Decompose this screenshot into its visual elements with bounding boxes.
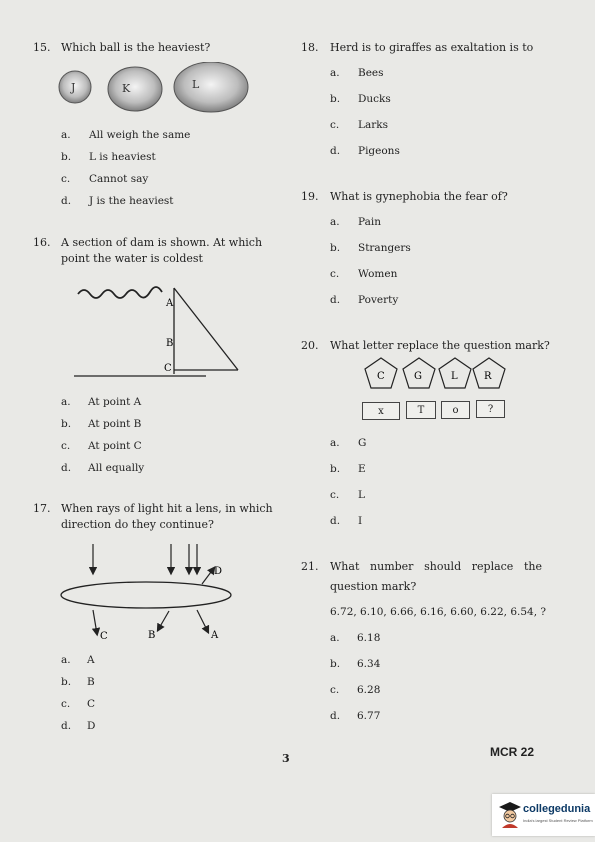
q15-balls-figure (55, 62, 255, 122)
outgoing-ray-d (202, 568, 214, 584)
dam-point-c: C (164, 363, 172, 374)
q17-option-d-text: D (87, 720, 96, 732)
question-19-text: What is gynephobia the fear of? (330, 190, 508, 203)
q18-option-a-letter: a. (330, 67, 340, 79)
q18-option-b-text: Ducks (358, 93, 391, 105)
q15-option-b-text: L is heaviest (89, 151, 156, 163)
pentagon-letter-3: L (451, 371, 458, 382)
q17-option-b-letter: b. (61, 676, 72, 688)
q18-option-a-text: Bees (358, 67, 384, 79)
question-20-text: What letter replace the question mark? (330, 339, 550, 352)
q15-option-c-text: Cannot say (89, 173, 149, 185)
q18-option-d-text: Pigeons (358, 145, 400, 157)
question-17-line2: direction do they continue? (61, 518, 214, 531)
q16-option-b-text: At point B (88, 418, 142, 430)
q19-option-d-text: Poverty (358, 294, 399, 306)
question-21-number: 21. (301, 560, 319, 573)
ray-label-a: A (211, 630, 219, 641)
q17-option-d-letter: d. (61, 720, 72, 732)
q21-word-1: What (330, 560, 360, 573)
q19-option-d-letter: d. (330, 294, 341, 306)
collegedunia-watermark (492, 794, 595, 836)
q17-option-a-text: A (87, 654, 95, 666)
brand-name: collegedunia (523, 803, 591, 815)
q16-option-b-letter: b. (61, 418, 72, 430)
q16-option-d-text: All equally (88, 462, 145, 474)
q19-option-a-letter: a. (330, 216, 340, 228)
question-21-sequence: 6.72, 6.10, 6.66, 6.16, 6.60, 6.22, 6.54, ? (330, 606, 547, 618)
ball-label-j: J (71, 81, 76, 94)
page-number: 3 (282, 752, 290, 765)
question-16-line1-text (61, 235, 273, 251)
q17-option-c-text: C (87, 698, 96, 710)
q16-dam-figure (70, 278, 250, 384)
dam-slope (174, 288, 238, 370)
brand-tagline: India's largest Student Review Platform (523, 818, 593, 823)
q21-word-2: number (370, 560, 414, 573)
q20-option-a-letter: a. (330, 437, 340, 449)
dam-point-b: B (166, 338, 174, 349)
q21-word-4: replace (471, 560, 514, 573)
q16-option-c-text: At point C (88, 440, 142, 452)
ball-label-k: K (122, 82, 131, 95)
water-surface-wave (78, 287, 162, 298)
q20-option-a-text: G (358, 437, 367, 449)
question-21-line1 (330, 559, 542, 575)
q21-option-b-letter: b. (330, 658, 341, 670)
q20-option-c-text: L (358, 489, 365, 501)
question-21-line1-words (330, 559, 542, 575)
q20-pentagons-figure (363, 356, 508, 392)
question-21-line2: question mark? (330, 580, 417, 593)
q16-line1: A section of dam is shown. At which (61, 236, 263, 249)
question-15-number: 15. (33, 41, 51, 54)
q18-option-c-letter: c. (330, 119, 340, 131)
q21-option-a-letter: a. (330, 632, 340, 644)
q17-lens-figure (56, 540, 246, 642)
pentagon-letter-1: C (377, 371, 385, 382)
q18-option-c-text: Larks (358, 119, 389, 131)
q21-option-d-letter: d. (330, 710, 341, 722)
question-18-text: Herd is to giraffes as exaltation is to (330, 41, 534, 54)
q20-option-d-text: I (358, 515, 363, 527)
q15-option-a-text: All weigh the same (89, 129, 191, 141)
document-code: MCR 22 (490, 745, 535, 759)
q21-word-3: should (424, 560, 462, 573)
question-20-number: 20. (301, 339, 319, 352)
q21-option-c-text: 6.28 (357, 684, 381, 696)
q19-option-c-letter: c. (330, 268, 340, 280)
q19-option-b-text: Strangers (358, 242, 411, 254)
q18-option-b-letter: b. (330, 93, 341, 105)
q21-option-a-text: 6.18 (357, 632, 381, 644)
q20-option-b-text: E (358, 463, 366, 475)
q16-option-a-text: At point A (88, 396, 142, 408)
q17-option-b-text: B (87, 676, 95, 688)
ball-label-l: L (192, 78, 200, 91)
q18-option-d-letter: d. (330, 145, 341, 157)
q20-option-d-letter: d. (330, 515, 341, 527)
outgoing-ray-a (197, 610, 208, 632)
ball-k (108, 67, 162, 111)
q20-option-b-letter: b. (330, 463, 341, 475)
q16-option-d-letter: d. (61, 462, 72, 474)
lens (61, 582, 231, 608)
q15-option-d-letter: d. (61, 195, 72, 207)
question-16-line2: point the water is coldest (61, 252, 203, 265)
ball-l (174, 62, 248, 112)
dam-point-a: A (166, 298, 174, 309)
outgoing-ray-b (158, 611, 169, 630)
letter-box-4: ? (476, 400, 505, 418)
q19-option-c-text: Women (358, 268, 398, 280)
ray-label-c: C (100, 631, 108, 642)
letter-box-3: o (441, 401, 470, 419)
q19-option-a-text: Pain (358, 216, 381, 228)
question-16-line1 (61, 235, 273, 251)
question-15-text: Which ball is the heaviest? (61, 41, 211, 54)
q20-option-c-letter: c. (330, 489, 340, 501)
q15-option-c-letter: c. (61, 173, 71, 185)
q21-option-b-text: 6.34 (357, 658, 381, 670)
graduate-avatar-icon (498, 801, 522, 829)
ray-label-d: D (214, 566, 223, 577)
q21-word-5: the (523, 560, 542, 573)
pentagon-letter-4: R (484, 371, 492, 382)
q21-option-c-letter: c. (330, 684, 340, 696)
question-18-number: 18. (301, 41, 319, 54)
question-17-line1: When rays of light hit a lens, in which (61, 502, 273, 515)
question-16-number: 16. (33, 236, 51, 249)
letter-box-2: T (406, 401, 436, 419)
letter-box-1: x (362, 402, 400, 420)
q21-option-d-text: 6.77 (357, 710, 381, 722)
q16-option-c-letter: c. (61, 440, 71, 452)
ray-label-b: B (148, 630, 156, 641)
outgoing-ray-c (93, 610, 97, 634)
question-19-number: 19. (301, 190, 319, 203)
q19-option-b-letter: b. (330, 242, 341, 254)
pentagon-letter-2: G (414, 371, 422, 382)
q15-option-b-letter: b. (61, 151, 72, 163)
q15-option-a-letter: a. (61, 129, 71, 141)
q17-option-c-letter: c. (61, 698, 71, 710)
question-17-number: 17. (33, 502, 51, 515)
q17-option-a-letter: a. (61, 654, 71, 666)
q15-option-d-text: J is the heaviest (89, 195, 174, 207)
q16-option-a-letter: a. (61, 396, 71, 408)
